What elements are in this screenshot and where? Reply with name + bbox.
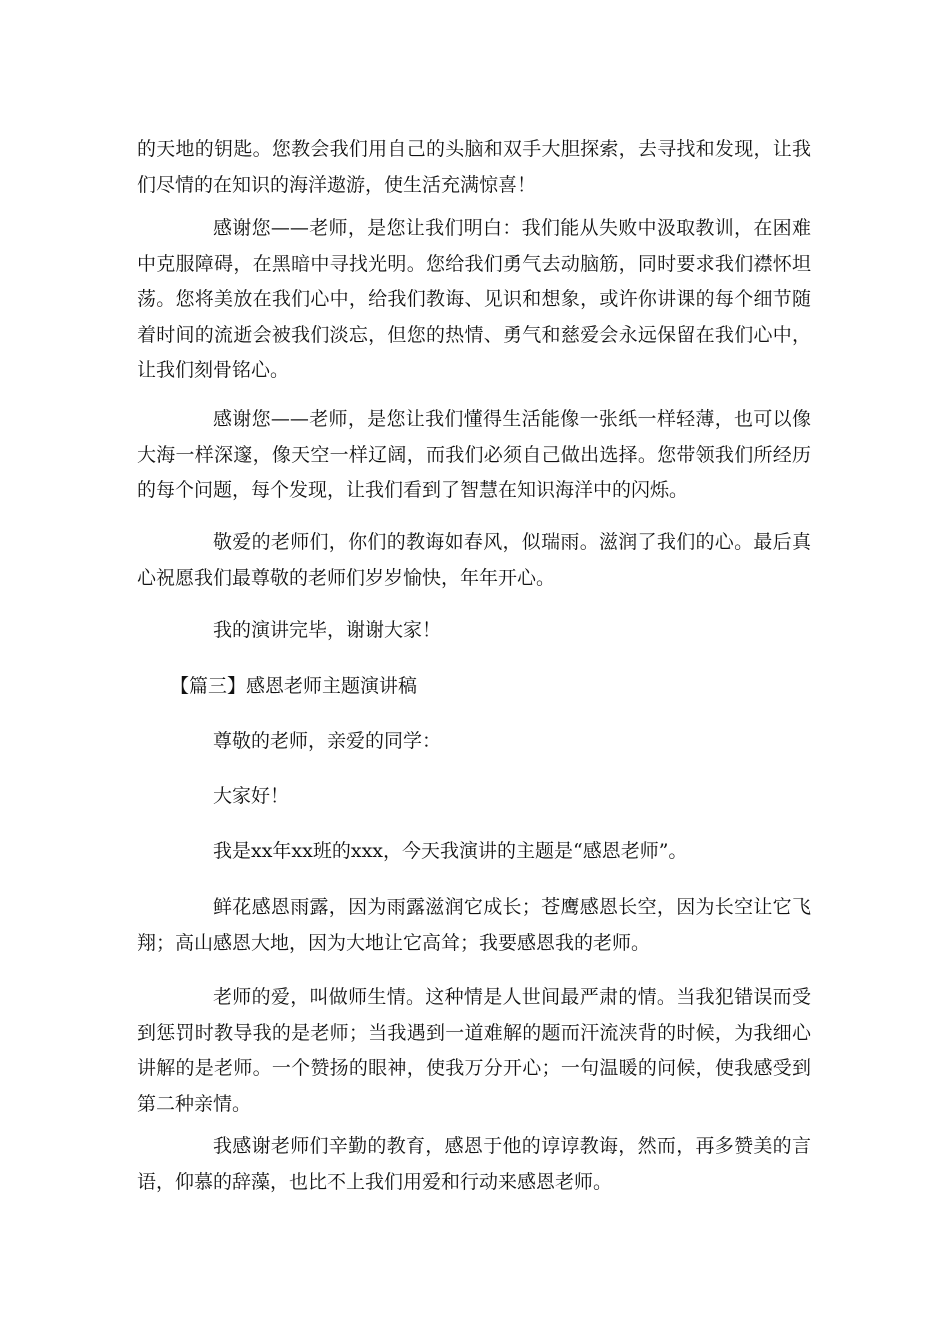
- speech-paragraph-teacher-love: 老师的爱，叫做师生情。这种情是人世间最严肃的情。当我犯错误而受到惩罚时教导我的是老师；当我遇到一道难解的题而汗流浃背的时候，为我细心讲解的是老师。一个赞扬的眼神，使我万分开心；一句温暖的问候，使我感受到第二种亲情。: [137, 986, 811, 1115]
- paragraph-thanks-2: 感谢您——老师，是您让我们懂得生活能像一张纸一样轻薄，也可以像大海一样深邃，像天空一样辽阔，而我们必须自己做出选择。您带领我们所经历的每个问题，每个发现，让我们看到了智慧在知识海洋中的闪烁。: [137, 408, 811, 501]
- paragraph-thanks-1: 感谢您——老师，是您让我们明白：我们能从失败中汲取教训，在困难中克服障碍，在黑暗中寻找光明。您给我们勇气去动脑筋，同时要求我们襟怀坦荡。您将美放在我们心中，给我们教诲、见识和想象，或许你讲课的每个细节随着时间的流逝会被我们淡忘，但您的热情、勇气和慈爱会永远保留在我们心中，让我们刻骨铭心。: [137, 217, 811, 381]
- paragraph-continuation: 的天地的钥匙。您教会我们用自己的头脑和双手大胆探索，去寻找和发现，让我们尽情的在知识的海洋遨游，使生活充满惊喜！: [137, 138, 811, 196]
- speech-paragraph-gratitude: 鲜花感恩雨露，因为雨露滋润它成长；苍鹰感恩长空，因为长空让它飞翔；高山感恩大地，因为大地让它高耸；我要感恩我的老师。: [137, 896, 811, 954]
- speech-paragraph-thanks-teachers: 我感谢老师们辛勤的教育，感恩于他的谆谆教诲，然而，再多赞美的言语，仰慕的辞藻，也比不上我们用爱和行动来感恩老师。: [137, 1135, 811, 1193]
- paragraph-speech-end: 我的演讲完毕，谢谢大家！: [213, 619, 442, 641]
- speech-greeting: 大家好！: [213, 785, 290, 807]
- section-heading: 【篇三】感恩老师主题演讲稿: [170, 675, 418, 697]
- speech-paragraph-intro: 我是xx年xx班的xxx，今天我演讲的主题是“感恩老师”。: [213, 840, 688, 862]
- paragraph-closing-wish: 敬爱的老师们，你们的教诲如春风，似瑞雨。滋润了我们的心。最后真心祝愿我们最尊敬的老师们岁岁愉快，年年开心。: [137, 531, 811, 589]
- speech-salutation: 尊敬的老师，亲爱的同学：: [213, 730, 442, 752]
